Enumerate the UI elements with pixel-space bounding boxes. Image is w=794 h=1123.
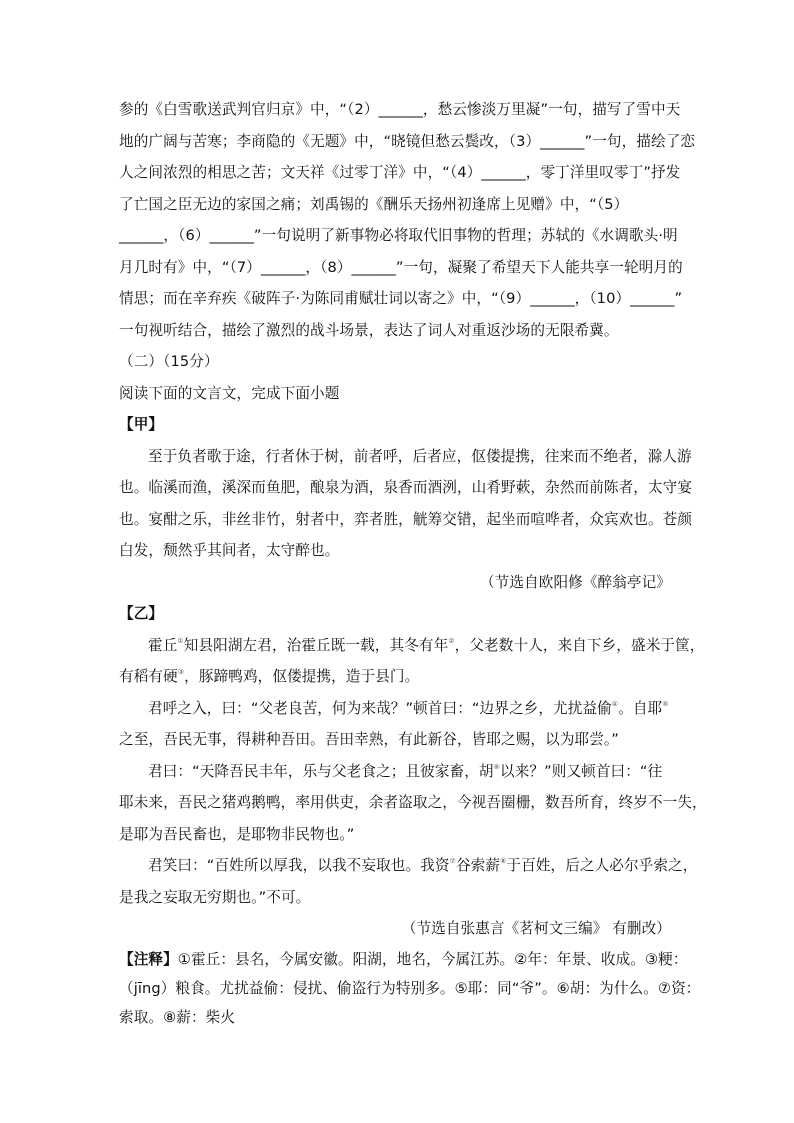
footnote-ref: ⑧: [500, 857, 507, 865]
text-line: 君曰：“天降吾民丰年，乐与父老食之；且彼家畜，胡⑥以来？”则又顿首曰：“往: [148, 762, 663, 780]
passage-yi: [119, 598, 707, 945]
section-1-poetry-fill-blanks: [119, 94, 696, 346]
text-line: 一句视听结合，描绘了激烈的战斗场景，表达了词人对重返沙场的无限希冀。: [119, 321, 619, 339]
text-line: 情思；而在辛弃疾《破阵子·为陈同甫赋壮词以寄之》中，“（9）______，（10）______”: [119, 290, 683, 307]
footnote-ref: ②: [448, 636, 455, 645]
passage-jia: [119, 409, 693, 598]
text-line: 君笑曰：“百姓所以厚我，以我不妄取也。我资⑦谷索薪⑧于百姓，后之人必尔乎索之，: [148, 857, 698, 874]
footnote-ref: ④: [611, 699, 619, 708]
instruction-text: 阅读下面的文言文，完成下面小题: [119, 384, 340, 402]
part-2-heading: （二）（15分）: [119, 353, 219, 370]
text-line: 是耶为吾民畜也，是耶物非民物也。”: [119, 825, 355, 843]
text-line: 是我之妄取无穷期也。”不可。: [119, 888, 311, 906]
text-line: 月几时有》中，“（7）______，（8）______”一句，凝聚了希望天下人能共享一轮明月的: [119, 258, 683, 276]
passage-jia-marker: 【甲】: [119, 416, 164, 433]
footnote-ref: ⑦: [449, 857, 456, 865]
annotation-line: （jīng）粮食。尤扰益偷：侵扰、偷盗行为特别多。⑤耶：同“爷”。⑥胡：为什么。⑦资：: [119, 979, 701, 997]
text-line: 霍丘①知县阳湖左君，治霍丘既一载，其冬有年②，父老数十人，来自下乡，盛米于筐，: [148, 636, 705, 654]
passage-jia-source: （节选自欧阳修《醉翁亭记》: [479, 573, 671, 591]
text-line: 耶未来，吾民之猪鸡鹅鸭，率用供吏，余者盗取之，今视吾圈栅，数吾所育，终岁不一失，: [119, 794, 707, 811]
text-line: 也。宴酣之乐，非丝非竹，射者中，弈者胜，觥筹交错，起坐而喧哗者，众宾欢也。苍颜: [119, 510, 693, 528]
text-line: 至于负者歌于途，行者休于树，前者呼，后者应，伛偻提携，往来而不绝者，滁人游: [148, 447, 692, 465]
passage-yi-source: （节选自张惠言《茗柯文三编》 有删改）: [401, 920, 671, 937]
footnote-ref: ③: [177, 668, 185, 676]
text-line: 人之间浓烈的相思之苦；文天祥《过零丁洋》中，“（4）______，零丁洋里叹零丁”抒发: [119, 164, 681, 181]
text-line: 白发，颓然乎其间者，太守醉也。: [119, 542, 340, 559]
document-page: [119, 94, 707, 1032]
passage-yi-marker: 【乙】: [119, 605, 164, 622]
text-line: 也。临溪而渔，溪深而鱼肥，酿泉为酒，泉香而酒洌，山肴野蔌，杂然而前陈者，太守宴: [119, 479, 693, 496]
annotation-line: 索取。⑧薪：柴火: [119, 1008, 236, 1026]
footnote-ref: ⑥: [493, 762, 501, 771]
text-line: 了亡国之臣无边的家国之痛；刘禹锡的《酬乐天扬州初逢席上见赠》中，“（5）: [119, 195, 629, 213]
annotation-line: 【注释】①霍丘：县名，今属安徽。阳湖，地名，今属江苏。②年：年景、收成。③粳：: [119, 950, 688, 968]
text-line: 君呼之入，曰：“父老良苦，何为来哉？”顿首曰：“边界之乡，尤扰益偷④。自耶⑤: [148, 699, 669, 717]
text-line: 参的《白雪歌送武判官归京》中，“（2）______，愁云惨淡万里凝”一句，描写了雪中天: [119, 101, 681, 118]
text-line: 有稻有硬③，豚蹄鸭鸡，伛偻提携，造于县门。: [119, 668, 420, 685]
footnote-ref: ①: [177, 636, 184, 645]
annotations: [119, 945, 701, 1032]
text-line: ______，（6）______”一句说明了新事物必将取代旧事物的哲理；苏轼的《水调歌头·明: [119, 227, 678, 244]
annotation-label: 【注释】: [119, 950, 178, 968]
footnote-ref: ⑤: [662, 699, 669, 708]
text-line: 地的广阔与苦寒；李商隐的《无题》中，“晓镜但愁云鬓改，（3）______”一句，描绘了恋: [119, 132, 696, 150]
text-line: 之至，吾民无事，得耕种吾田。吾田幸熟，有此新谷，皆耶之赐，以为耶尝。”: [119, 731, 619, 748]
